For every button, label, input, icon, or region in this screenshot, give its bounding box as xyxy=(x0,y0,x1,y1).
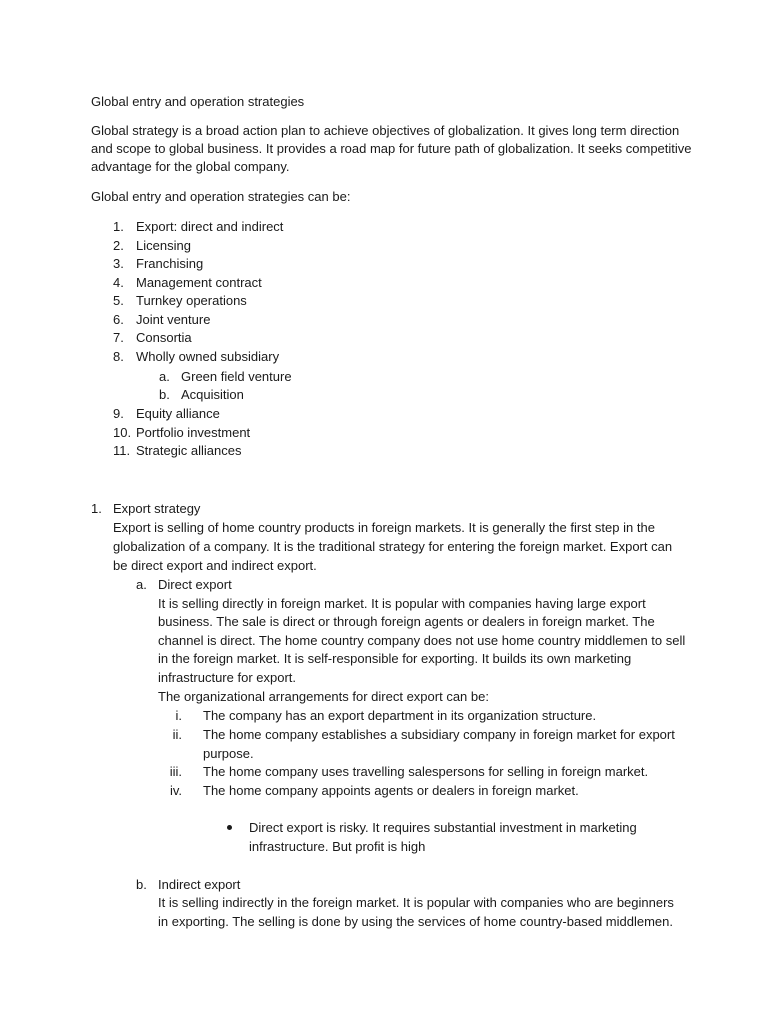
list-item: Joint venture xyxy=(136,312,211,327)
subsection-letter: a. xyxy=(136,577,147,592)
sub-list-item: Acquisition xyxy=(181,387,244,402)
roman-numeral: iii. xyxy=(169,764,182,779)
list-item: Export: direct and indirect xyxy=(136,219,284,234)
list-item: Equity alliance xyxy=(136,406,220,421)
list-item: Licensing xyxy=(136,238,191,253)
roman-list-item: The home company appoints agents or dealers in foreign market. xyxy=(203,783,579,798)
list-number: 7. xyxy=(113,330,124,345)
sub-list-letter: b. xyxy=(159,387,170,402)
intro-paragraph-line: and scope to global business. It provides a road map for future path of globalization. It seeks competitive xyxy=(91,141,692,156)
list-item: Portfolio investment xyxy=(136,425,251,440)
section-heading: Export strategy xyxy=(113,501,201,516)
subsection-body-line: in exporting. The selling is done by using the services of home country-based middlemen. xyxy=(158,914,673,929)
roman-list-item: The home company uses travelling salespersons for selling in foreign market. xyxy=(203,764,649,779)
section-body-line: be direct export and indirect export. xyxy=(113,558,317,573)
section-body-line: globalization of a company. It is the traditional strategy for entering the foreign market. Export can xyxy=(113,539,673,554)
intro-paragraph-line: Global strategy is a broad action plan to achieve objectives of globalization. It gives long term direction xyxy=(91,123,680,138)
roman-list-item: purpose. xyxy=(203,746,254,761)
document-title: Global entry and operation strategies xyxy=(91,94,305,109)
bullet-text-line: infrastructure. But profit is high xyxy=(249,839,426,854)
subsection-body-line: The organizational arrangements for direct export can be: xyxy=(158,689,489,704)
list-item: Wholly owned subsidiary xyxy=(136,349,280,364)
subsection-body-line: channel is direct. The home country company does not use home country middlemen to sell xyxy=(158,633,686,648)
subsection-body-line: in the foreign market. It is self-responsible for exporting. It builds its own marketing xyxy=(158,651,632,666)
list-number: 5. xyxy=(113,293,124,308)
list-intro: Global entry and operation strategies can be: xyxy=(91,189,351,204)
section-number: 1. xyxy=(91,501,102,516)
subsection-heading: Indirect export xyxy=(158,877,241,892)
list-number: 11. xyxy=(113,443,131,458)
subsection-body-line: It is selling indirectly in the foreign market. It is popular with companies who are beginners xyxy=(158,895,674,910)
list-item: Turnkey operations xyxy=(136,293,247,308)
list-number: 3. xyxy=(113,256,124,271)
list-number: 10. xyxy=(113,425,132,440)
bullet-text-line: Direct export is risky. It requires substantial investment in marketing xyxy=(249,820,637,835)
sub-list-letter: a. xyxy=(159,369,170,384)
list-item: Consortia xyxy=(136,330,192,345)
subsection-body-line: infrastructure for export. xyxy=(158,670,296,685)
subsection-heading: Direct export xyxy=(158,577,232,592)
subsection-body-line: It is selling directly in foreign market. It is popular with companies having large export xyxy=(158,596,646,611)
list-number: 9. xyxy=(113,406,124,421)
list-number: 1. xyxy=(113,219,124,234)
section-body-line: Export is selling of home country products in foreign markets. It is generally the first step in the xyxy=(113,520,655,535)
roman-numeral: iv. xyxy=(169,783,182,798)
sub-list-item: Green field venture xyxy=(181,369,292,384)
subsection-body-line: business. The sale is direct or through foreign agents or dealers in foreign market. The xyxy=(158,614,655,629)
subsection-letter: b. xyxy=(136,877,147,892)
list-number: 4. xyxy=(113,275,124,290)
list-item: Strategic alliances xyxy=(136,443,242,458)
roman-numeral: ii. xyxy=(172,727,182,742)
list-number: 2. xyxy=(113,238,124,253)
roman-numeral: i. xyxy=(175,708,182,723)
intro-paragraph-line: advantage for the global company. xyxy=(91,159,290,174)
list-number: 8. xyxy=(113,349,124,364)
roman-list-item: The home company establishes a subsidiary company in foreign market for export xyxy=(203,727,675,742)
list-item: Management contract xyxy=(136,275,262,290)
bullet-dot-icon xyxy=(227,825,232,830)
list-number: 6. xyxy=(113,312,124,327)
roman-list-item: The company has an export department in its organization structure. xyxy=(203,708,597,723)
list-item: Franchising xyxy=(136,256,204,271)
